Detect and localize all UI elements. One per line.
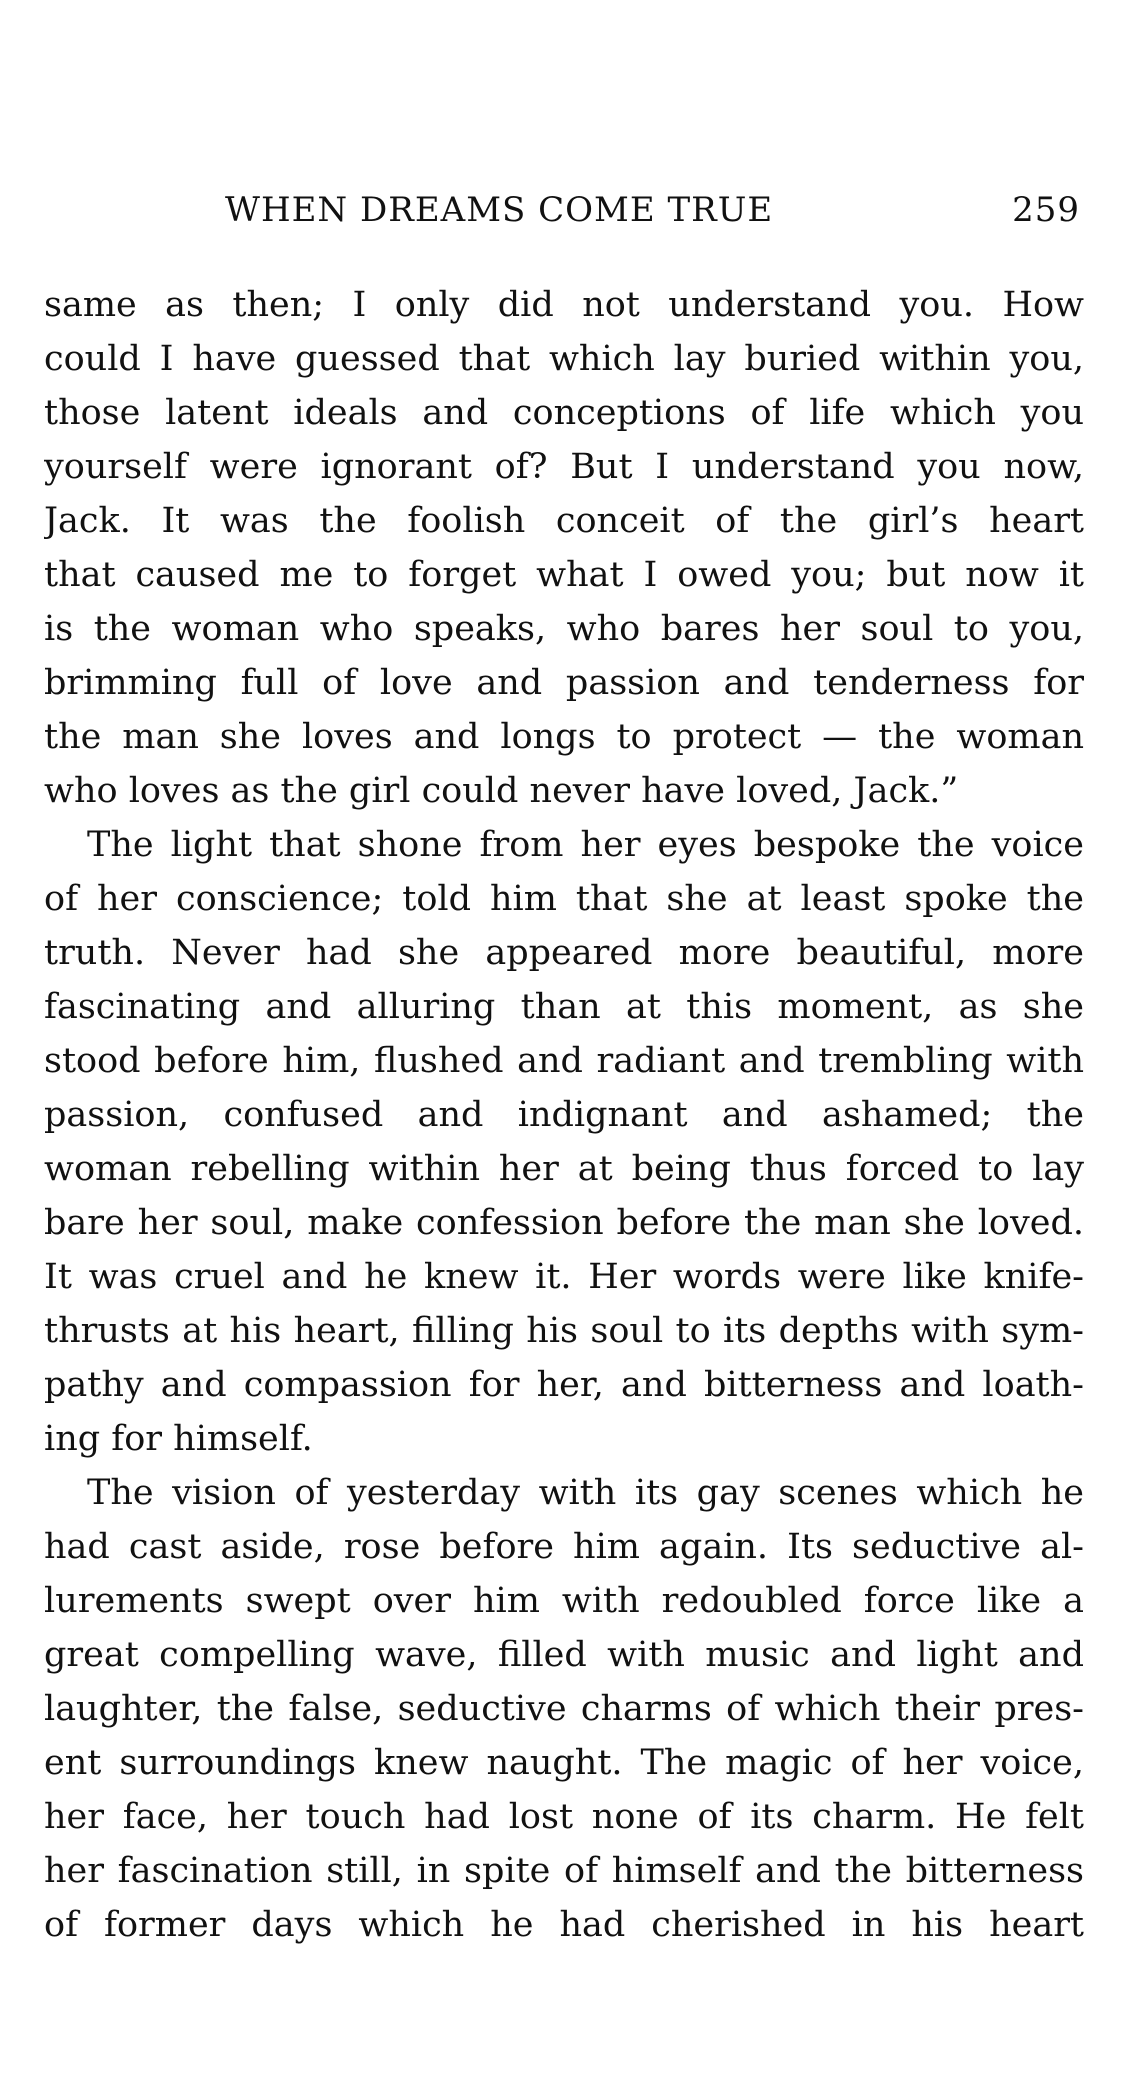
text-line: The vision of yesterday with its gay scenes which he [87, 1473, 1084, 1513]
text-line: brimming full of love and passion and tenderness for [44, 663, 1084, 703]
paragraph-3 [44, 1466, 1084, 1952]
text-line: could I have guessed that which lay buried within you, [44, 339, 1084, 379]
paragraph-1 [44, 278, 1084, 818]
text-line: stood before him, flushed and radiant and trembling with [44, 1041, 1084, 1081]
page-number: 259 [1012, 190, 1080, 230]
text-line: those latent ideals and conceptions of life which you [44, 393, 1084, 433]
text-line: of former days which he had cherished in his heart [44, 1905, 1084, 1945]
text-line: fascinating and alluring than at this moment, as she [44, 987, 1084, 1027]
text-line: laughter, the false, seductive charms of which their pres- [44, 1689, 1084, 1729]
text-line: had cast aside, rose before him again. Its seductive al- [44, 1527, 1084, 1567]
text-line: Jack. It was the foolish conceit of the girl’s heart [44, 501, 1084, 541]
text-line: lurements swept over him with redoubled force like a [44, 1581, 1084, 1621]
paragraph-2 [44, 818, 1084, 1466]
text-line: It was cruel and he knew it. Her words were like knife- [44, 1257, 1084, 1297]
text-line: woman rebelling within her at being thus forced to lay [44, 1149, 1084, 1189]
text-line: The light that shone from her eyes bespoke the voice [87, 825, 1084, 865]
text-line: bare her soul, make confession before the man she loved. [44, 1203, 1084, 1243]
text-line: thrusts at his heart, filling his soul to its depths with sym- [44, 1311, 1084, 1351]
text-line: her fascination still, in spite of himself and the bitterness [44, 1851, 1084, 1891]
text-line: is the woman who speaks, who bares her soul to you, [44, 609, 1084, 649]
running-head [225, 190, 1080, 234]
text-line: of her conscience; told him that she at least spoke the [44, 879, 1084, 919]
body-text [44, 278, 1084, 1952]
text-line: that caused me to forget what I owed you; but now it [44, 555, 1084, 595]
running-title: WHEN DREAMS COME TRUE [225, 190, 774, 230]
text-line: same as then; I only did not understand you. How [44, 285, 1084, 325]
text-line: the man she loves and longs to protect — the woman [44, 717, 1084, 757]
text-line: great compelling wave, filled with music and light and [44, 1635, 1084, 1675]
text-line: pathy and compassion for her, and bitterness and loath- [44, 1365, 1084, 1405]
text-line: ing for himself. [44, 1419, 313, 1459]
text-line: passion, confused and indignant and ashamed; the [44, 1095, 1084, 1135]
text-line: who loves as the girl could never have loved, Jack.” [44, 771, 959, 811]
text-line: yourself were ignorant of? But I understand you now, [44, 447, 1084, 487]
text-line: her face, her touch had lost none of its charm. He felt [44, 1797, 1084, 1837]
text-line: ent surroundings knew naught. The magic of her voice, [44, 1743, 1084, 1783]
text-line: truth. Never had she appeared more beautiful, more [44, 933, 1084, 973]
